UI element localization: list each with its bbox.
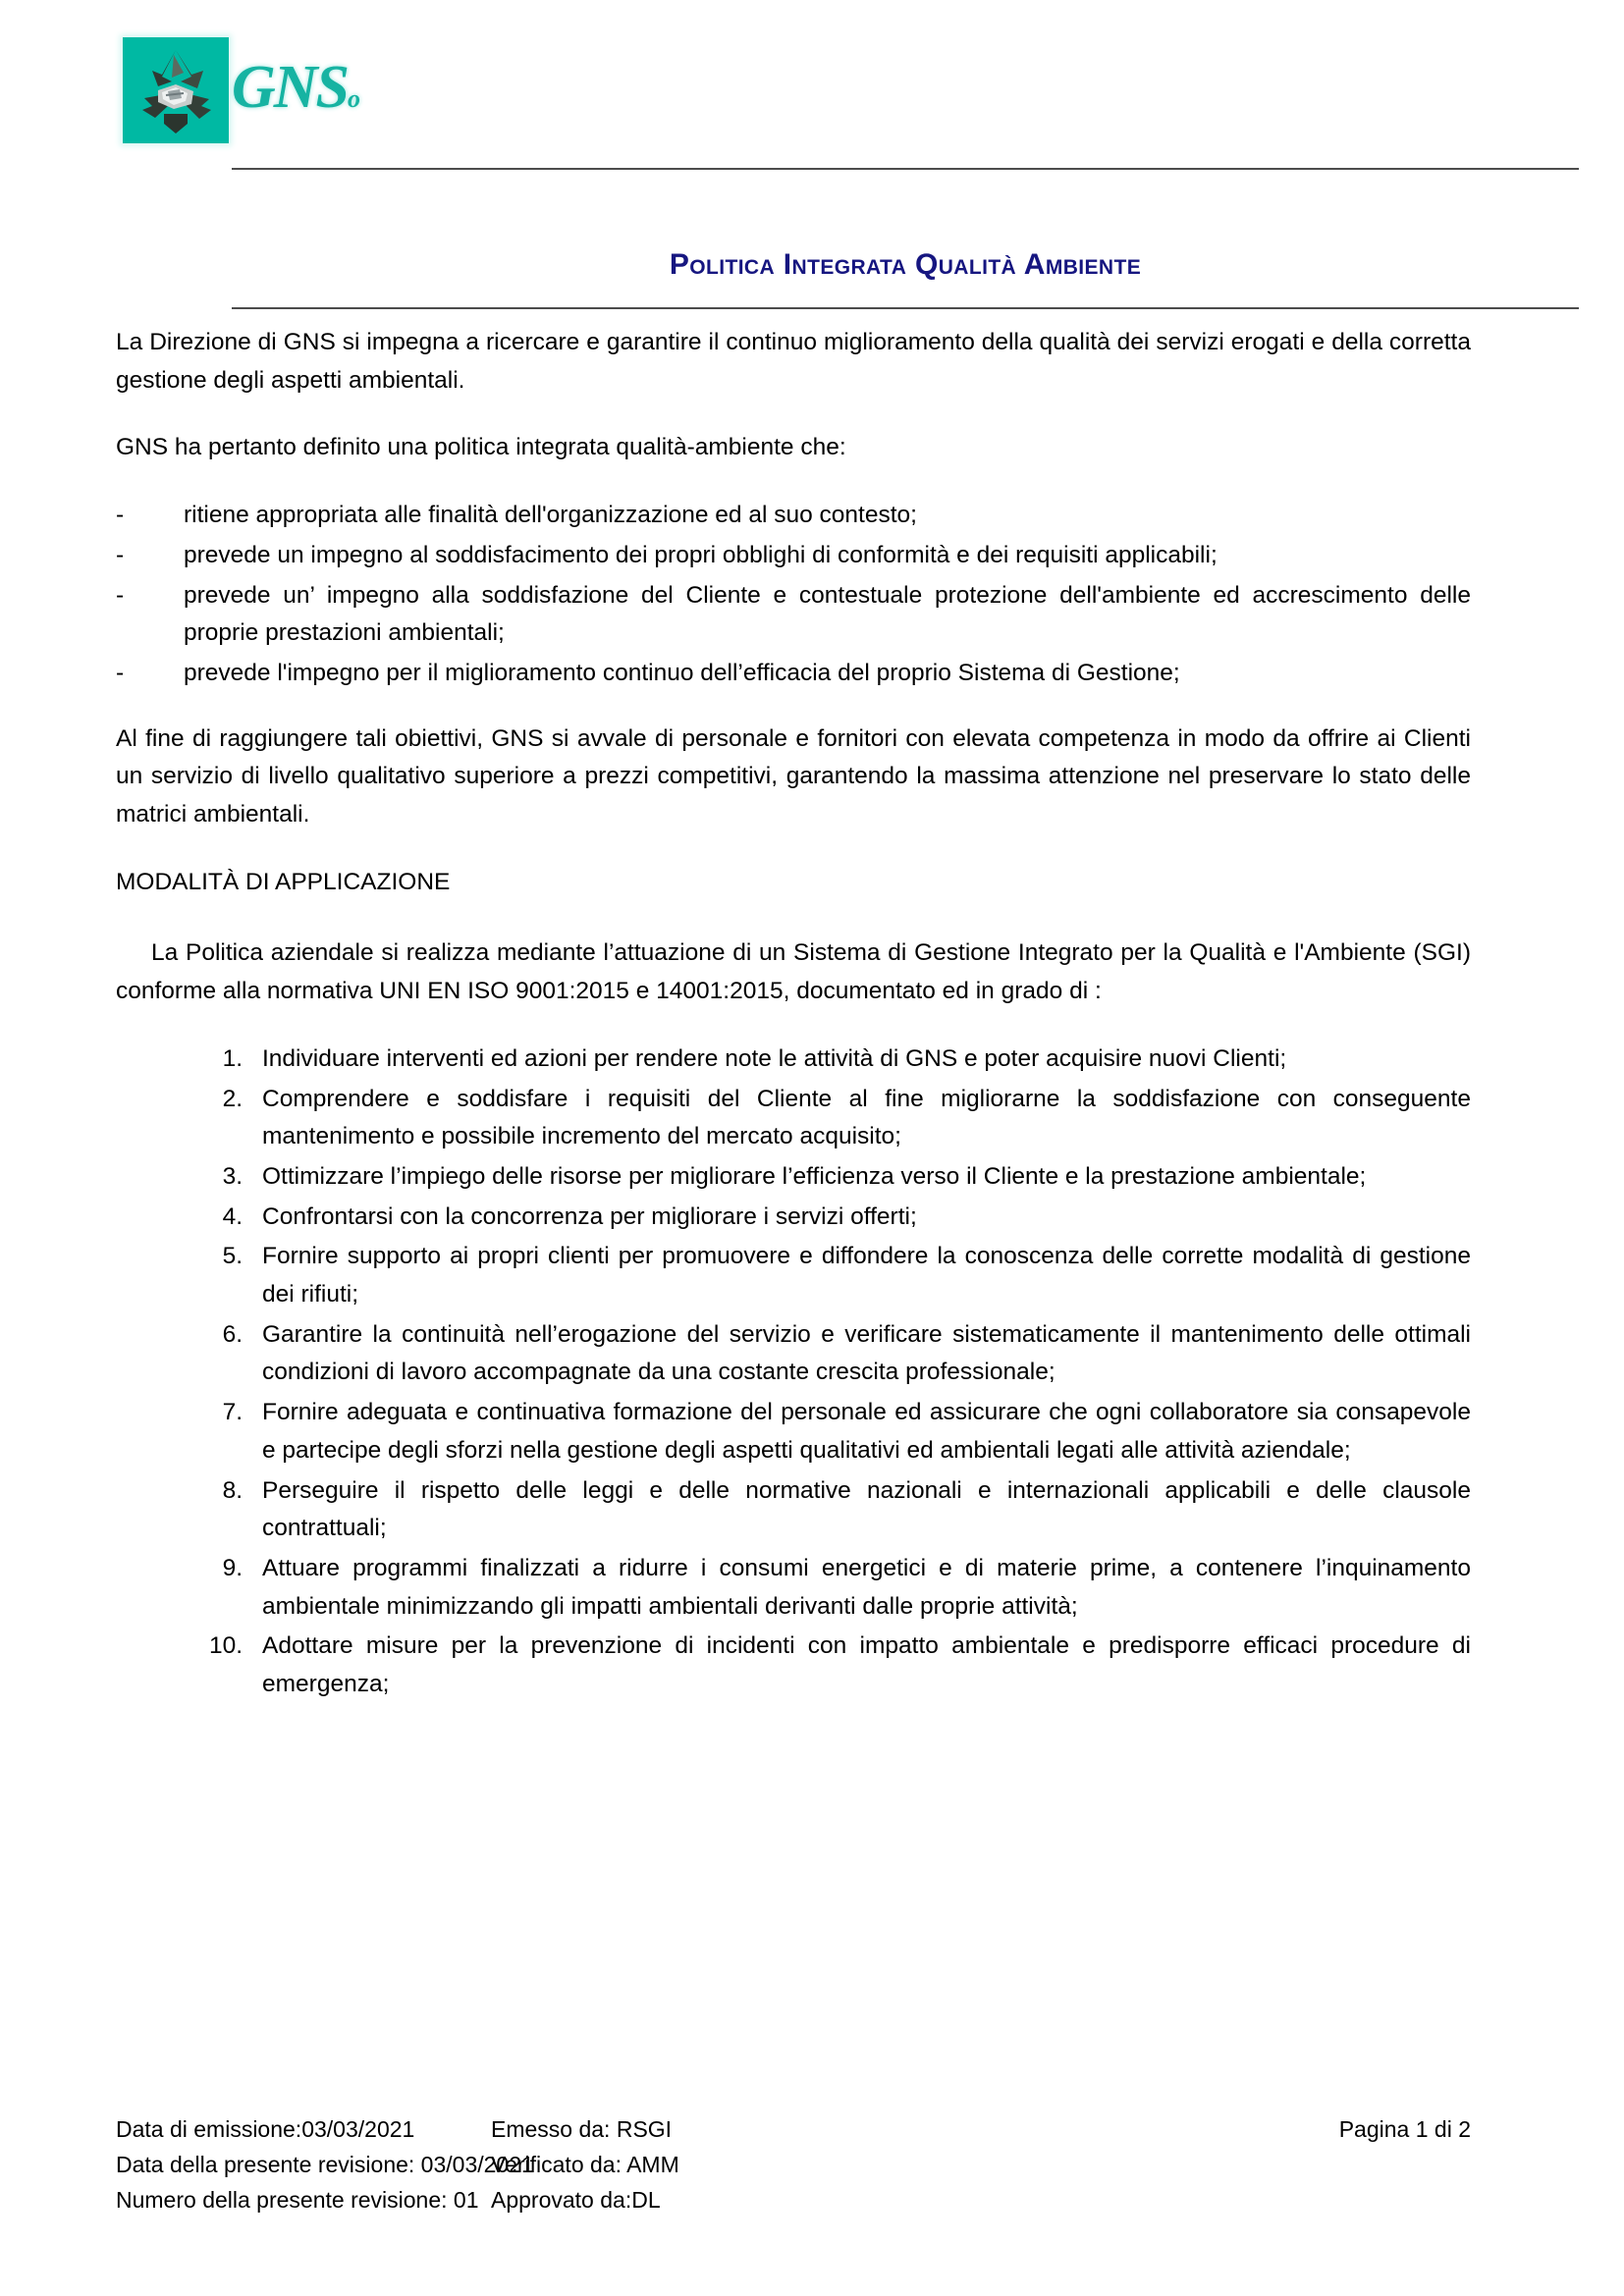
list-item-text: Individuare interventi ed azioni per rendere note le attività di GNS e poter acquisire nuovi Clienti; (262, 1044, 1287, 1072)
list-item-text: prevede un’ impegno alla soddisfazione del Cliente e contestuale protezione dell'ambiente ed accrescimento delle proprie prestazioni ambientali; (184, 581, 1471, 647)
list-item (186, 1199, 1471, 1237)
revision-date: Data della presente revisione: 03/03/2021 (116, 2152, 534, 2177)
list-item-text: Fornire adeguata e continuativa formazione del personale ed assicurare che ogni collaboratore sia consapevole e partecipe degli sforzi nella gestione degli aspetti qualitativi ed ambientali legati alle attività aziendale; (262, 1399, 1471, 1464)
objectives-paragraph: Al fine di raggiungere tali obiettivi, GNS si avvale di personale e fornitori con elevata competenza in modo da offrire ai Clienti un servizio di livello qualitativo superiore a prezzi competitivi, garantendo la massima attenzione nel preservare lo stato delle matrici ambientali. (116, 724, 1471, 828)
verified-by: Verificato da: AMM (491, 2152, 679, 2177)
list-item (116, 577, 1471, 653)
document-header (116, 27, 1463, 281)
list-item-text: ritiene appropriata alle finalità dell'organizzazione ed al suo contesto; (184, 502, 917, 529)
objectives-numbered-list (116, 1041, 1471, 1704)
list-item-text: Ottimizzare l’impiego delle risorse per migliorare l’efficienza verso il Cliente e la prestazione ambientale; (262, 1162, 1367, 1190)
list-item-number: 4. (222, 1202, 243, 1230)
dash-marker: - (116, 541, 125, 568)
list-item-text: Garantire la continuità nell’erogazione del servizio e verificare sistematicamente il mantenimento delle ottimali condizioni di lavoro accompagnate da una costante crescita professionale; (262, 1320, 1471, 1386)
approved-by: Approvato da:DL (491, 2187, 661, 2213)
list-item (186, 1158, 1471, 1197)
section-heading: MODALITÀ DI APPLICAZIONE (116, 868, 451, 895)
list-item-number: 2. (222, 1085, 243, 1112)
list-item-text: Adottare misure per la prevenzione di incidenti con impatto ambientale e predisporre efficaci procedure di emergenza; (262, 1632, 1471, 1698)
recycling-symbol-icon (123, 37, 229, 143)
section-paragraph: La Politica aziendale si realizza mediante l’attuazione di un Sistema di Gestione Integrato per la Qualità e l'Ambiente (SGI) conforme alla normativa UNI EN ISO 9001:2015 e 14001:2015, documentato ed in grado di : (116, 939, 1471, 1005)
footer-row (116, 2112, 1471, 2148)
policy-dash-list (116, 497, 1471, 693)
list-item-number: 5. (222, 1243, 243, 1270)
header-rule-top (232, 168, 1579, 170)
company-logo (116, 27, 420, 143)
list-item (186, 1472, 1471, 1548)
list-item-text: Comprendere e soddisfare i requisiti del Cliente al fine migliorarne la soddisfazione con conseguente mantenimento e possibile incremento del mercato acquisito; (262, 1085, 1471, 1150)
dash-marker: - (116, 581, 125, 609)
header-rule-bottom (232, 307, 1579, 309)
page-title: Politica Integrata Qualità Ambiente (669, 248, 1142, 281)
list-item (186, 1628, 1471, 1703)
list-item-number: 3. (222, 1162, 243, 1190)
list-item-number: 6. (222, 1320, 243, 1348)
lead-in-paragraph: GNS ha pertanto definito una politica integrata qualità-ambiente che: (116, 434, 846, 461)
footer-row (116, 2148, 1471, 2183)
list-item-number: 10. (208, 1632, 243, 1660)
list-item (186, 1041, 1471, 1079)
dash-marker: - (116, 659, 125, 686)
document-footer (116, 2112, 1471, 2218)
list-item-text: prevede un impegno al soddisfacimento dei propri obblighi di conformità e dei requisiti applicabili; (184, 541, 1218, 568)
footer-row (116, 2183, 1471, 2218)
logo-wordmark-dot: o (348, 84, 359, 113)
document-body (116, 324, 1471, 1706)
issue-date: Data di emissione:03/03/2021 (116, 2116, 415, 2142)
list-item (186, 1316, 1471, 1392)
logo-wordmark: GNSo (232, 54, 359, 121)
list-item-text: Perseguire il rispetto delle leggi e delle normative nazionali e internazionali applicabili e delle clausole contrattuali; (262, 1476, 1471, 1542)
revision-number: Numero della presente revisione: 01 (116, 2187, 479, 2213)
issued-by: Emesso da: RSGI (491, 2116, 673, 2142)
list-item-text: Attuare programmi finalizzati a ridurre i consumi energetici e di materie prime, a contenere l’inquinamento ambientale minimizzando gli impatti ambientali derivanti dalle proprie attività; (262, 1554, 1471, 1620)
list-item (186, 1238, 1471, 1313)
list-item-number: 9. (222, 1554, 243, 1581)
list-item (186, 1394, 1471, 1469)
intro-paragraph: La Direzione di GNS si impegna a ricercare e garantire il continuo miglioramento della qualità dei servizi erogati e della corretta gestione degli aspetti ambientali. (116, 329, 1471, 394)
list-item (116, 655, 1471, 693)
dash-marker: - (116, 502, 125, 529)
list-item-text: Confrontarsi con la concorrenza per migliorare i servizi offerti; (262, 1202, 917, 1230)
list-item-number: 8. (222, 1476, 243, 1504)
page-number: Pagina 1 di 2 (1338, 2116, 1471, 2142)
list-item (116, 537, 1471, 575)
list-item (186, 1550, 1471, 1626)
list-item-number: 1. (222, 1044, 243, 1072)
list-item (116, 497, 1471, 535)
list-item-number: 7. (222, 1399, 243, 1426)
list-item (186, 1081, 1471, 1156)
list-item-text: prevede l'impegno per il miglioramento continuo dell’efficacia del proprio Sistema di Gestione; (184, 659, 1180, 686)
list-item-text: Fornire supporto ai propri clienti per promuovere e diffondere la conoscenza delle corrette modalità di gestione dei rifiuti; (262, 1243, 1471, 1308)
